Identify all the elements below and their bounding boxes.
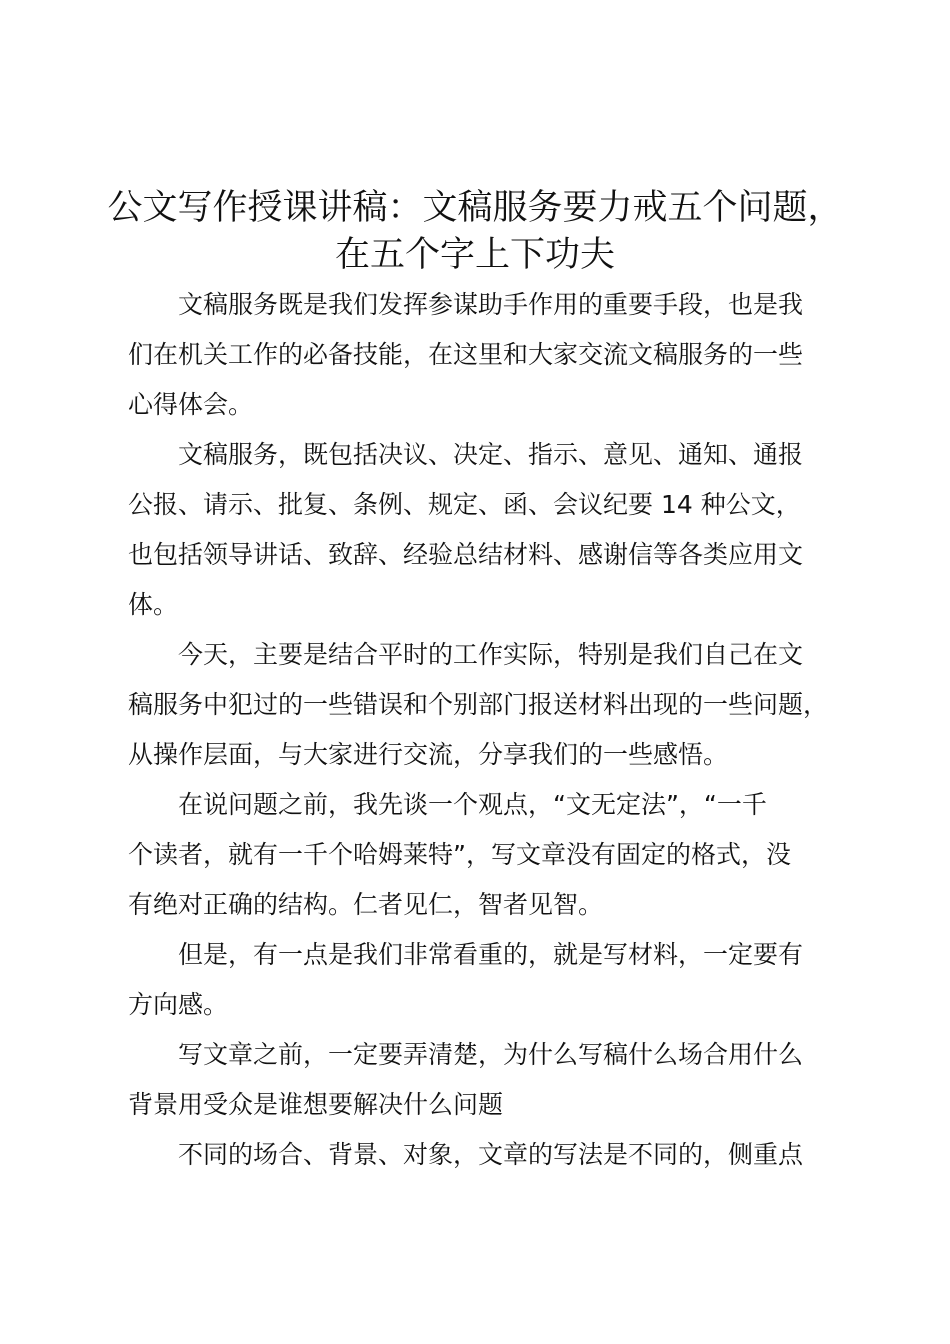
- paragraph-3-line-2: 稿服务中犯过的一些错误和个别部门报送材料出现的一些问题，: [128, 690, 829, 719]
- paragraph-2-line-1: 文稿服务，既包括决议、决定、指示、意见、通知、通报: [178, 440, 804, 469]
- paragraph-6-line-1: 写文章之前，一定要弄清楚，为什么写稿什么场合用什么: [178, 1040, 804, 1069]
- paragraph-1-line-2: 们在机关工作的必备技能，在这里和大家交流文稿服务的一些: [128, 340, 804, 369]
- paragraph-4-line-1: 在说问题之前，我先谈一个观点，“文无定法”，“一千: [178, 790, 767, 819]
- paragraph-2-line-3: 也包括领导讲话、致辞、经验总结材料、感谢信等各类应用文: [128, 540, 804, 569]
- paragraph-3-line-3: 从操作层面，与大家进行交流，分享我们的一些感悟。: [128, 740, 729, 769]
- paragraph-7-line-1: 不同的场合、背景、对象，文章的写法是不同的，侧重点: [178, 1140, 804, 1169]
- paragraph-6-line-2: 背景用受众是谁想要解决什么问题: [128, 1090, 504, 1119]
- paragraph-1-line-3: 心得体会。: [128, 390, 254, 419]
- document-title-line-1: 公文写作授课讲稿：文稿服务要力戒五个问题，: [107, 188, 843, 228]
- paragraph-3-line-1: 今天，主要是结合平时的工作实际，特别是我们自己在文: [178, 640, 804, 669]
- document-title-line-2: 在五个字上下功夫: [334, 235, 615, 275]
- paragraph-1-line-1: 文稿服务既是我们发挥参谋助手作用的重要手段，也是我: [178, 290, 804, 319]
- paragraph-5-line-2: 方向感。: [128, 990, 229, 1019]
- paragraph-4-line-2: 个读者，就有一千个哈姆莱特”，写文章没有固定的格式，没: [128, 840, 791, 869]
- paragraph-5-line-1: 但是，有一点是我们非常看重的，就是写材料，一定要有: [178, 940, 804, 969]
- paragraph-2-line-2: 公报、请示、批复、条例、规定、函、会议纪要 14 种公文，: [128, 490, 801, 519]
- paragraph-4-line-3: 有绝对正确的结构。仁者见仁，智者见智。: [128, 890, 604, 919]
- paragraph-2-line-4: 体。: [128, 590, 179, 619]
